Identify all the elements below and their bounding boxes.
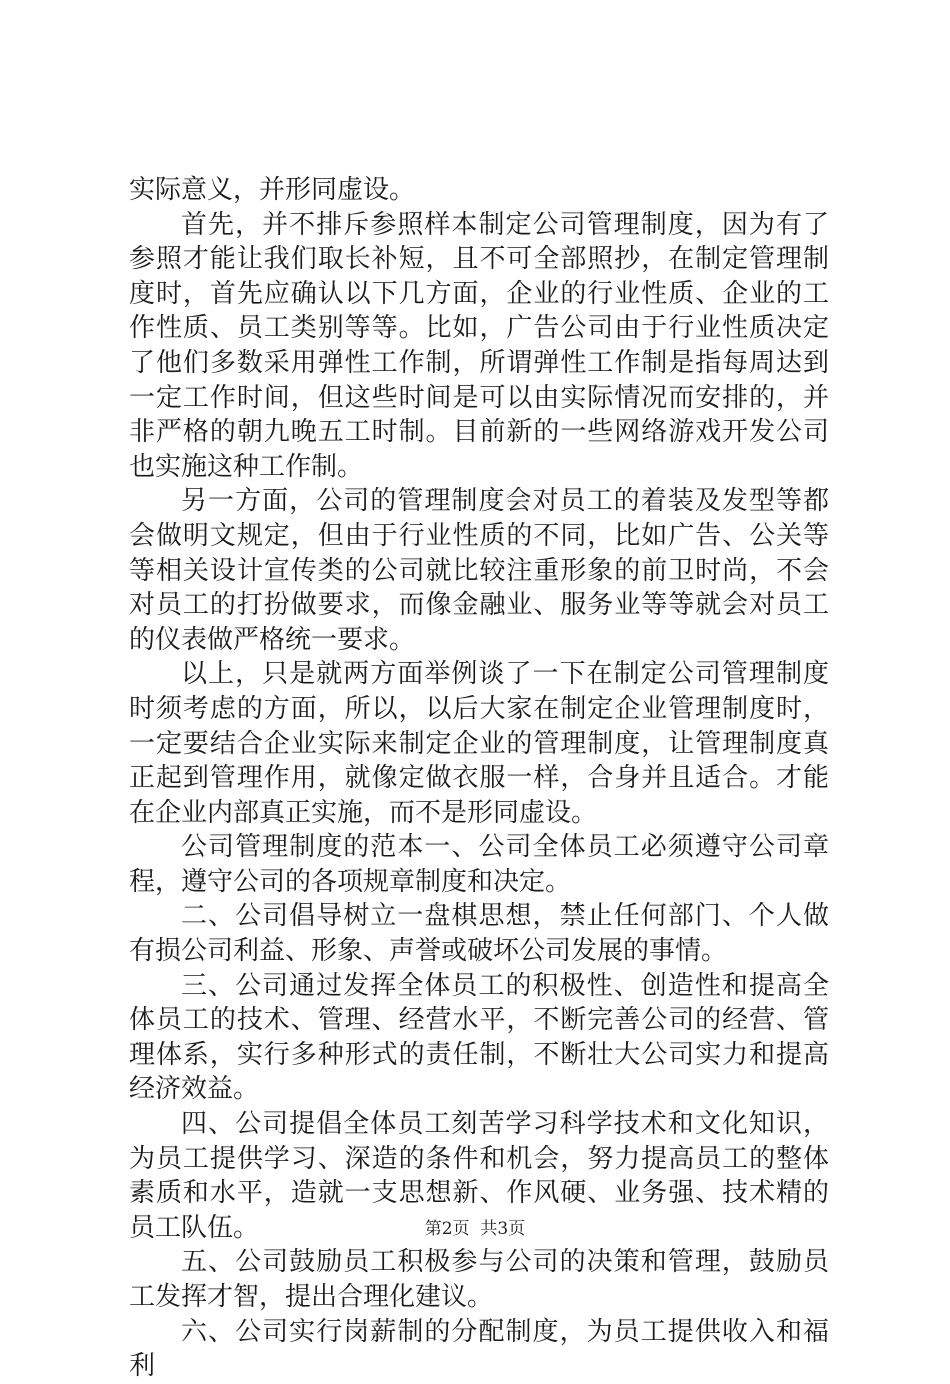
page-footer: 第2页 共3页 <box>424 1219 526 1239</box>
paragraph: 四、公司提倡全体员工刻苦学习科学技术和文化知识，为员工提供学习、深造的条件和机会，努力提高员工的整体素质和水平，造就一支思想新、作风硬、业务强、技术精的员工队伍。 <box>129 1109 829 1243</box>
paragraph: 另一方面，公司的管理制度会对员工的着装及发型等都会做明文规定，但由于行业性质的不同，比如广告、公关等等相关设计宣传类的公司就比较注重形象的前卫时尚，不会对员工的打扮做要求，而像金融业、服务业等等就会对员工的仪表做严格统一要求。 <box>129 486 829 655</box>
paragraph: 实际意义，并形同虚设。 <box>129 175 416 205</box>
paragraph: 公司管理制度的范本一、公司全体员工必须遵守公司章程，遵守公司的各项规章制度和决定。 <box>129 832 829 897</box>
paragraph: 首先，并不排斥参照样本制定公司管理制度，因为有了参照才能让我们取长补短，且不可全部照抄，在制定管理制度时，首先应确认以下几方面，企业的行业性质、企业的工作性质、员工类别等等。比如，广告公司由于行业性质决定了他们多数采用弹性工作制，所谓弹性工作制是指每周达到一定工作时间，但这些时间是可以由实际情况而安排的，并非严格的朝九晚五工时制。目前新的一些网络游戏开发公司也实施这种工作制。 <box>129 209 829 482</box>
paragraph: 六、公司实行岗薪制的分配制度，为员工提供收入和福利 <box>129 1316 829 1382</box>
body-text <box>129 173 829 1384</box>
paragraph: 五、公司鼓励员工积极参与公司的决策和管理，鼓励员工发挥才智，提出合理化建议。 <box>129 1247 829 1312</box>
paragraph: 以上，只是就两方面举例谈了一下在制定公司管理制度时须考虑的方面，所以，以后大家在制定企业管理制度时，一定要结合企业实际来制定企业的管理制度，让管理制度真正起到管理作用，就像定做衣服一样，合身并且适合。才能在企业内部真正实施，而不是形同虚设。 <box>129 659 829 828</box>
paragraph: 二、公司倡导树立一盘棋思想，禁止任何部门、个人做有损公司利益、形象、声誉或破坏公司发展的事情。 <box>129 901 829 967</box>
paragraph: 三、公司通过发挥全体员工的积极性、创造性和提高全体员工的技术、管理、经营水平，不断完善公司的经营、管理体系，实行多种形式的责任制，不断壮大公司实力和提高经济效益。 <box>129 970 829 1105</box>
